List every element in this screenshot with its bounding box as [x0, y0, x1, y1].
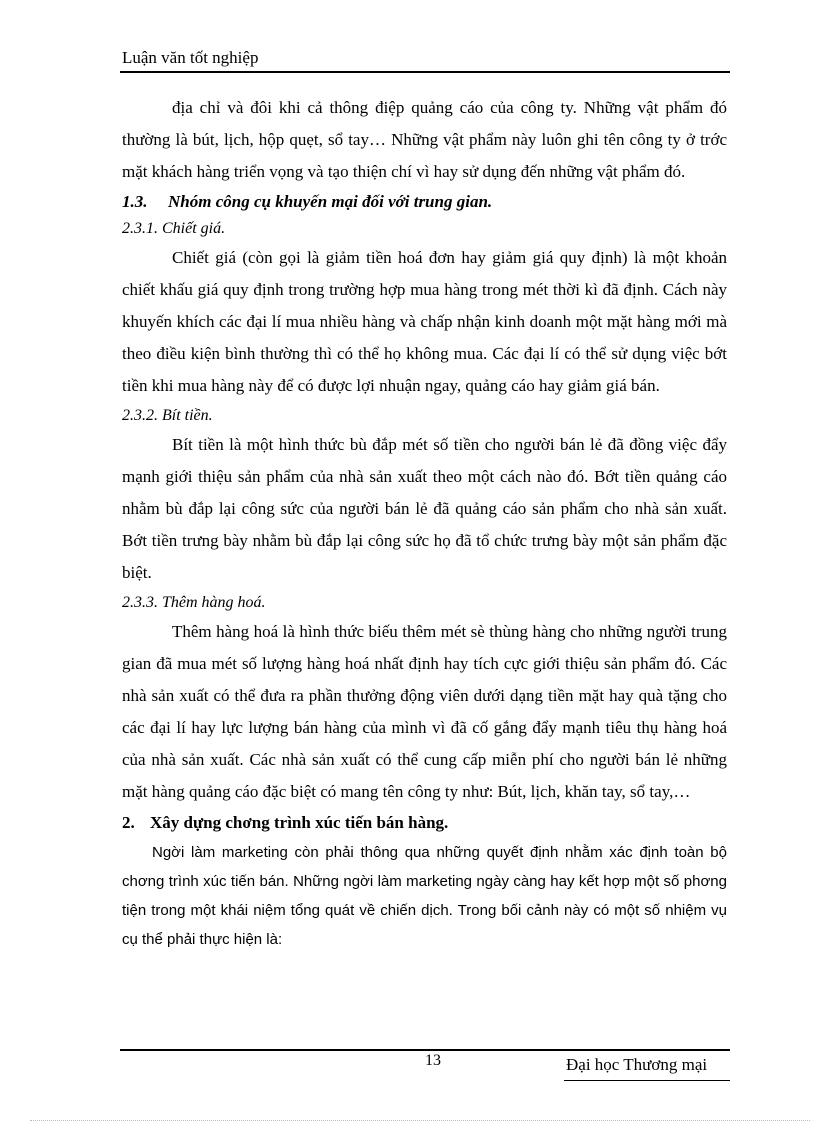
section-number: 1.3.: [122, 192, 148, 211]
paragraph-free-goods: Thêm hàng hoá là hình thức biếu thêm mét sè thùng hàng cho những người trung gian đã mua mét số lượng hàng hoá nhất định hay tích cực giới thiệu sản phẩm đó. Các nhà sản xuất có thể đưa ra phần thưởng động viên dưới dạng tiền mặt hay quà tặng cho các đại lí hay lực lượng bán hàng của mình vì đã cố gắng đẩy mạnh tiêu thụ hàng hoá của nhà sản xuất. Các nhà sản xuất có thể cung cấp miễn phí cho người bán lẻ những mặt hàng quảng cáo đặc biệt có mang tên công ty như: Bút, lịch, khăn tay, sổ tay,…: [122, 622, 727, 801]
section-number: 2.: [122, 813, 135, 832]
subsection-heading-2-3-3: 2.3.3. Thêm hàng hoá.: [122, 594, 266, 611]
section-heading-1-3: [122, 188, 727, 215]
section-title: Xây dựng chơng trình xúc tiến bán hàng.: [150, 813, 449, 832]
paragraph-promo-items: địa chỉ và đôi khi cả thông điệp quảng cáo của công ty. Những vật phẩm đó thường là bút, lịch, hộp quẹt, sổ tay… Những vật phẩm này luôn ghi tên công ty ở trớc mặt khách hàng triển vọng và tạo thiện chí vì hay sử dụng đến những vật phẩm đó.: [122, 98, 727, 181]
subsection-heading-2-3-2: 2.3.2. Bít tiền.: [122, 407, 213, 424]
header-rule: [120, 71, 730, 73]
section-heading-2: [122, 808, 727, 838]
paragraph-discount: Chiết giá (còn gọi là giảm tiền hoá đơn hay giảm giá quy định) là một khoản chiết khấu giá quy định trong trường hợp mua hàng trong mét thời kì đã định. Cách này khuyến khích các đại lí mua nhiều hàng và chấp nhận kinh doanh một mặt hàng mới mà theo điều kiện bình thường thì có thể họ không mua. Các đại lí có thể sử dụng việc bớt tiền khi mua hàng này để có được lợi nhuận ngay, quảng cáo hay giảm giá bán.: [122, 248, 727, 395]
page-number: 13: [425, 1052, 441, 1069]
paragraph-allowance: Bít tiền là một hình thức bù đắp mét số tiền cho người bán lẻ đã đồng việc đẩy mạnh giới thiệu sản phẩm của nhà sản xuất theo một cách nào đó. Bớt tiền quảng cáo nhằm bù đắp lại công sức của người bán lẻ đã quảng cáo sản phẩm cho nhà sản xuất. Bớt tiền trưng bày nhằm bù đắp lại công sức họ đã tổ chức trưng bày một sản phẩm đặc biệt.: [122, 435, 727, 582]
paragraph-program: Ngời làm marketing còn phải thông qua những quyết định nhằm xác định toàn bộ chơng trình xúc tiến bán. Những ngời làm marketing ngày càng hay kết hợp một số phơng tiện trong một khái niệm tổng quát về chiến dịch. Trong bối cảnh này có một số nhiệm vụ cụ thể phải thực hiện là:: [122, 844, 727, 948]
page-content: [122, 92, 727, 954]
footer-rule: [120, 1049, 730, 1051]
running-header: Luận văn tốt nghiệp: [122, 48, 259, 67]
footer-underline: [564, 1080, 730, 1081]
subsection-heading-2-3-1: 2.3.1. Chiết giá.: [122, 220, 226, 237]
running-footer: Đại học Thương mại: [566, 1055, 708, 1074]
section-title: Nhóm công cụ khuyến mại đối với trung gian.: [168, 192, 493, 211]
page-edge-dotted-line: [30, 1120, 810, 1121]
